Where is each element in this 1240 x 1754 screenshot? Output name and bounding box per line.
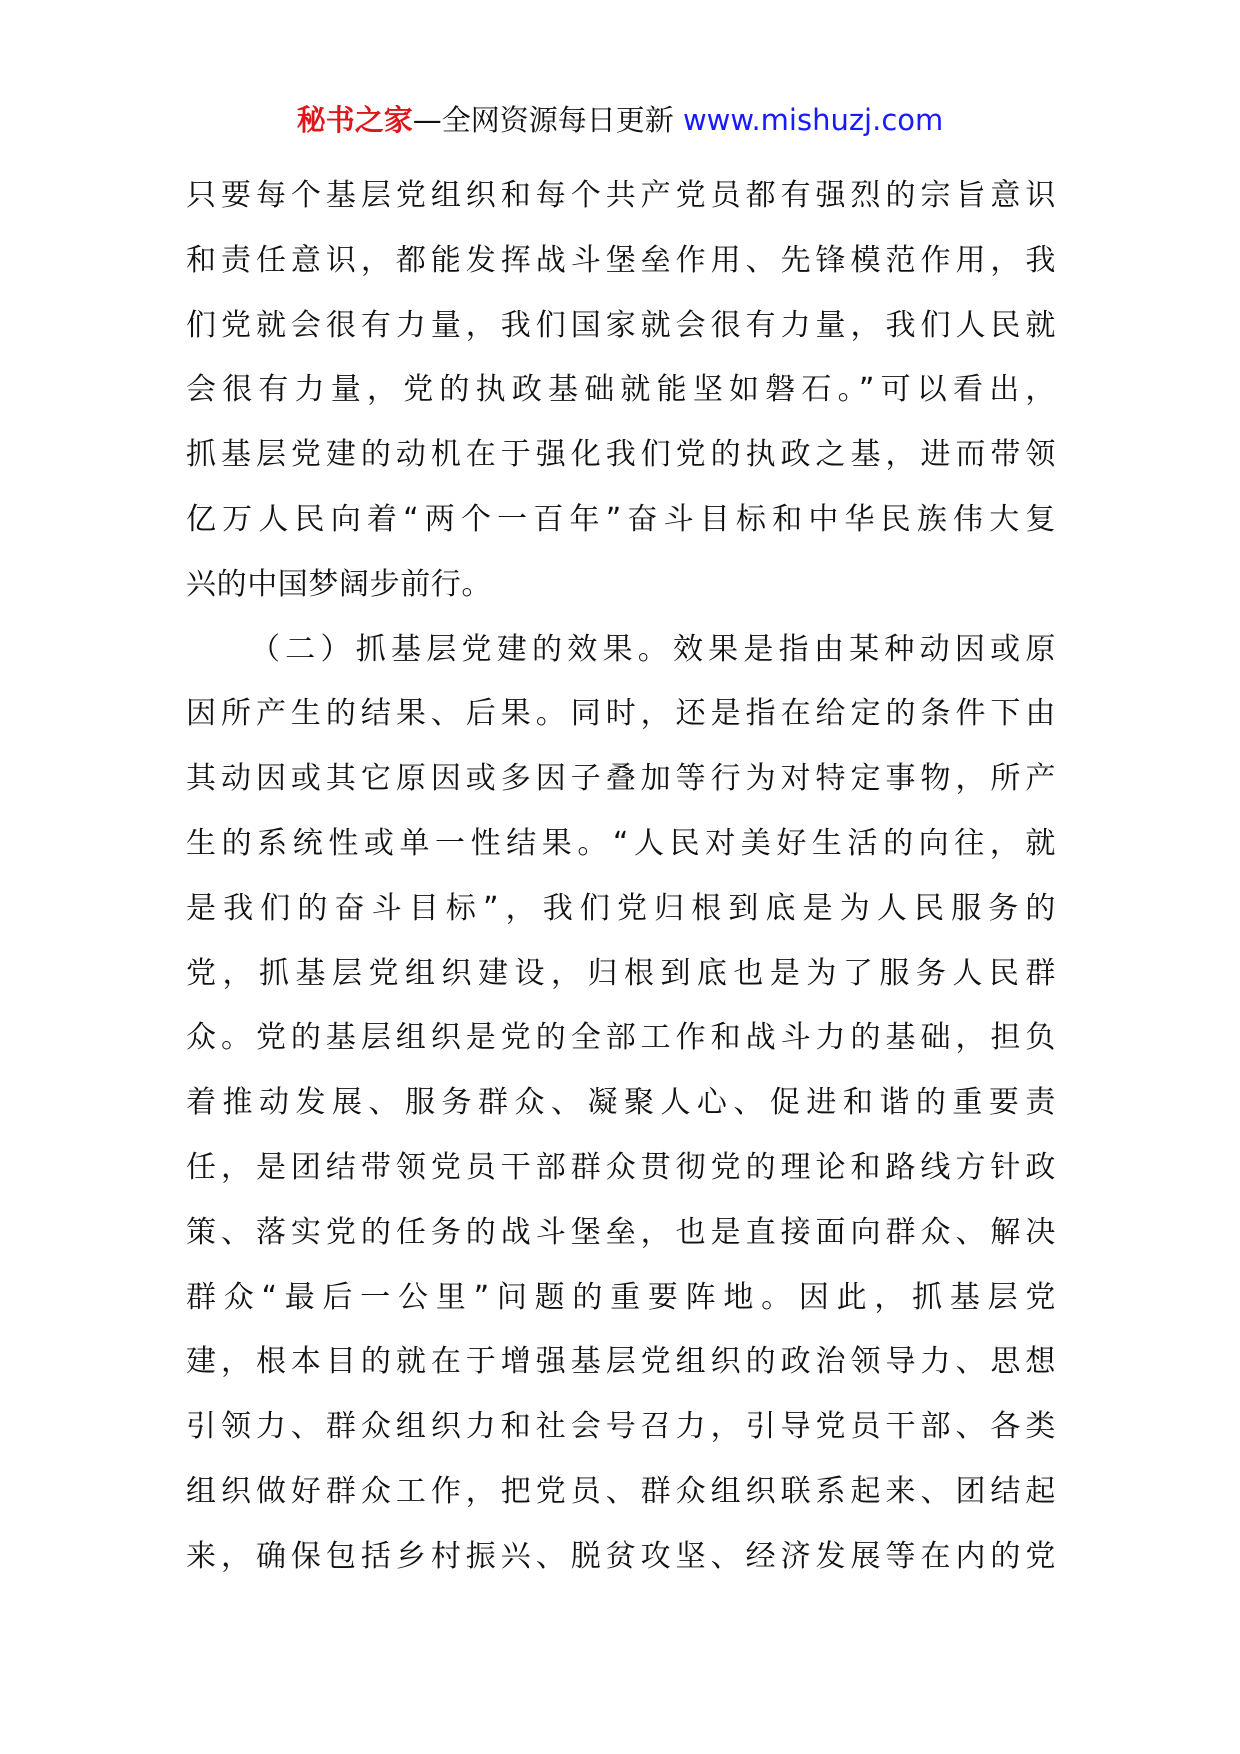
text-line: 们党就会很有力量，我们国家就会很有力量，我们人民就 — [186, 307, 1056, 343]
text-line: 引领力、群众组织力和社会号召力，引导党员干部、各类 — [186, 1409, 1056, 1445]
text-line: 抓基层党建的动机在于强化我们党的执政之基，进而带领 — [186, 437, 1056, 473]
text-line: 群众“最后一公里”问题的重要阵地。因此，抓基层党 — [186, 1279, 1056, 1315]
text-line: 亿万人民向着“两个一百年”奋斗目标和中华民族伟大复 — [186, 501, 1056, 537]
document-body — [186, 164, 1056, 1590]
text-line: 党，抓基层党组织建设，归根到底也是为了服务人民群 — [186, 955, 1056, 991]
text-line: 组织做好群众工作，把党员、群众组织联系起来、团结起 — [186, 1473, 1056, 1509]
text-line: 会很有力量，党的执政基础就能坚如磐石。”可以看出， — [186, 372, 1056, 408]
text-line: 只要每个基层党组织和每个共产党员都有强烈的宗旨意识 — [186, 178, 1056, 213]
text-line: 众。党的基层组织是党的全部工作和战斗力的基础，担负 — [186, 1020, 1056, 1056]
text-line: 建，根本目的就在于增强基层党组织的政治领导力、思想 — [186, 1344, 1056, 1380]
text-line: 和责任意识，都能发挥战斗堡垒作用、先锋模范作用，我 — [186, 242, 1056, 278]
header-tagline: —全网资源每日更新 — [412, 103, 683, 137]
text-line: 生的系统性或单一性结果。“人民对美好生活的向往，就 — [186, 825, 1056, 861]
site-url-link[interactable]: www.mishuzj.com — [682, 103, 944, 137]
text-line: 其动因或其它原因或多因子叠加等行为对特定事物，所产 — [186, 761, 1056, 797]
text-line: （二）抓基层党建的效果。效果是指由某种动因或原 — [250, 631, 1056, 667]
text-line: 来，确保包括乡村振兴、脱贫攻坚、经济发展等在内的党 — [186, 1538, 1056, 1574]
page-header — [0, 100, 1240, 140]
text-line: 着推动发展、服务群众、凝聚人心、促进和谐的重要责 — [186, 1085, 1056, 1121]
text-line: 是我们的奋斗目标”，我们党归根到底是为人民服务的 — [186, 890, 1056, 926]
text-line: 策、落实党的任务的战斗堡垒，也是直接面向群众、解决 — [186, 1214, 1056, 1250]
body-paragraph — [186, 618, 1056, 1590]
text-line: 任，是团结带领党员干部群众贯彻党的理论和路线方针政 — [186, 1149, 1056, 1185]
text-line: 因所产生的结果、后果。同时，还是指在给定的条件下由 — [186, 696, 1056, 732]
body-paragraph — [186, 164, 1056, 618]
text-line: 兴的中国梦阔步前行。 — [186, 566, 492, 602]
brand-name: 秘书之家 — [296, 103, 413, 137]
